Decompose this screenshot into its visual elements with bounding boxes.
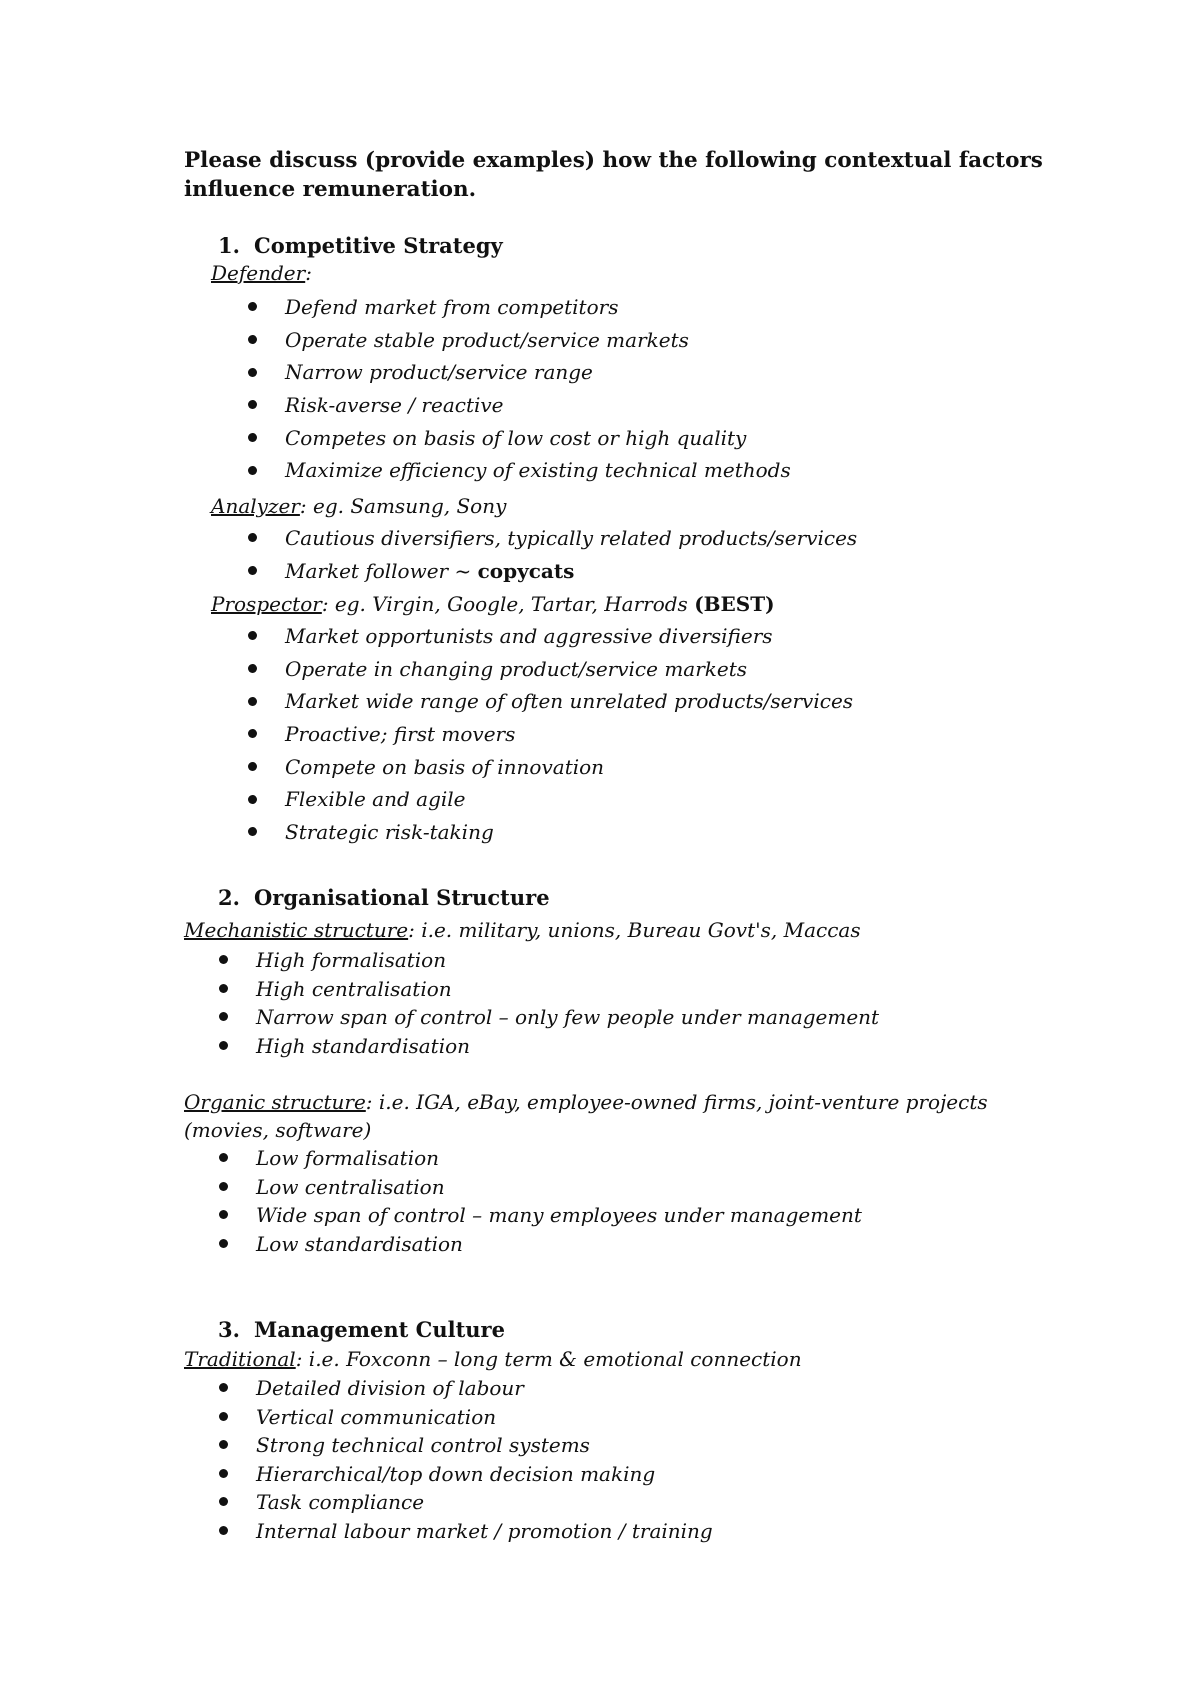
list-item: Compete on basis of innovation (285, 751, 853, 784)
subheading-label: Defender (211, 261, 306, 285)
list-item: Flexible and agile (285, 783, 853, 816)
section-heading-management-culture (218, 1316, 505, 1344)
list-item: Operate in changing product/service markets (285, 653, 853, 686)
list-item: Market wide range of often unrelated products/services (285, 685, 853, 718)
traditional-list (256, 1374, 713, 1545)
list-item: Internal labour market / promotion / training (256, 1517, 713, 1546)
list-item: Task compliance (256, 1488, 713, 1517)
list-item: High standardisation (256, 1032, 879, 1061)
list-item (285, 555, 857, 588)
list-item: Risk-averse / reactive (285, 389, 791, 422)
subheading-label: Prospector (211, 592, 322, 616)
mechanistic-list (256, 946, 879, 1060)
list-item: Detailed division of labour (256, 1374, 713, 1403)
section-title: Management Culture (254, 1317, 505, 1342)
list-item-emphasis: copycats (477, 558, 575, 583)
subheading-mechanistic (184, 916, 861, 944)
list-item: Narrow span of control – only few people under management (256, 1003, 879, 1032)
subheading-label: Organic structure (184, 1090, 366, 1114)
subheading-label: Mechanistic structure (184, 918, 409, 942)
list-item: Low formalisation (256, 1144, 862, 1173)
subheading-suffix: : eg. Samsung, Sony (299, 494, 507, 518)
subheading-suffix-line2: (movies, software) (184, 1118, 372, 1142)
defender-list (285, 291, 791, 487)
list-item: Market opportunists and aggressive diversifiers (285, 620, 853, 653)
list-item: High formalisation (256, 946, 879, 975)
list-item: Wide span of control – many employees under management (256, 1201, 862, 1230)
section-number: 3. (218, 1317, 240, 1342)
subheading-suffix: : eg. Virgin, Google, Tartar, Harrods (321, 592, 695, 616)
list-item: Vertical communication (256, 1403, 713, 1432)
list-item: Competes on basis of low cost or high quality (285, 422, 791, 455)
section-heading-organisational-structure (218, 884, 550, 912)
subheading-traditional (184, 1345, 802, 1373)
list-item: Operate stable product/service markets (285, 324, 791, 357)
subheading-suffix: : i.e. Foxconn – long term & emotional connection (295, 1347, 802, 1371)
list-item: Defend market from competitors (285, 291, 791, 324)
list-item: Maximize efficiency of existing technical methods (285, 454, 791, 487)
analyzer-list (285, 522, 857, 587)
subheading-suffix: : i.e. military, unions, Bureau Govt's, Maccas (408, 918, 861, 942)
section-title: Competitive Strategy (254, 233, 503, 258)
list-item: Narrow product/service range (285, 356, 791, 389)
prospector-list (285, 620, 853, 849)
list-item: Proactive; first movers (285, 718, 853, 751)
subheading-suffix: : i.e. IGA, eBay, employee-owned firms, joint-venture projects (365, 1090, 988, 1114)
subheading-prospector (211, 590, 775, 618)
list-item: Strategic risk-taking (285, 816, 853, 849)
list-item: Low standardisation (256, 1230, 862, 1259)
subheading-label: Analyzer (211, 494, 300, 518)
section-number: 1. (218, 233, 240, 258)
subheading-defender (211, 259, 312, 287)
document-title: Please discuss (provide examples) how the following contextual factors influence remuneration. (184, 148, 1043, 202)
subheading-emphasis: (BEST) (694, 592, 775, 616)
list-item: Cautious diversifiers, typically related products/services (285, 522, 857, 555)
list-item-text: Market follower ~ (285, 558, 478, 583)
section-title: Organisational Structure (254, 885, 550, 910)
list-item: High centralisation (256, 975, 879, 1004)
subheading-suffix: : (305, 261, 312, 285)
subheading-analyzer (211, 492, 506, 520)
subheading-label: Traditional (184, 1347, 296, 1371)
subheading-organic (184, 1088, 988, 1144)
section-number: 2. (218, 885, 240, 910)
section-heading-competitive-strategy (218, 232, 503, 260)
list-item: Strong technical control systems (256, 1431, 713, 1460)
list-item: Hierarchical/top down decision making (256, 1460, 713, 1489)
list-item: Low centralisation (256, 1173, 862, 1202)
organic-list (256, 1144, 862, 1258)
